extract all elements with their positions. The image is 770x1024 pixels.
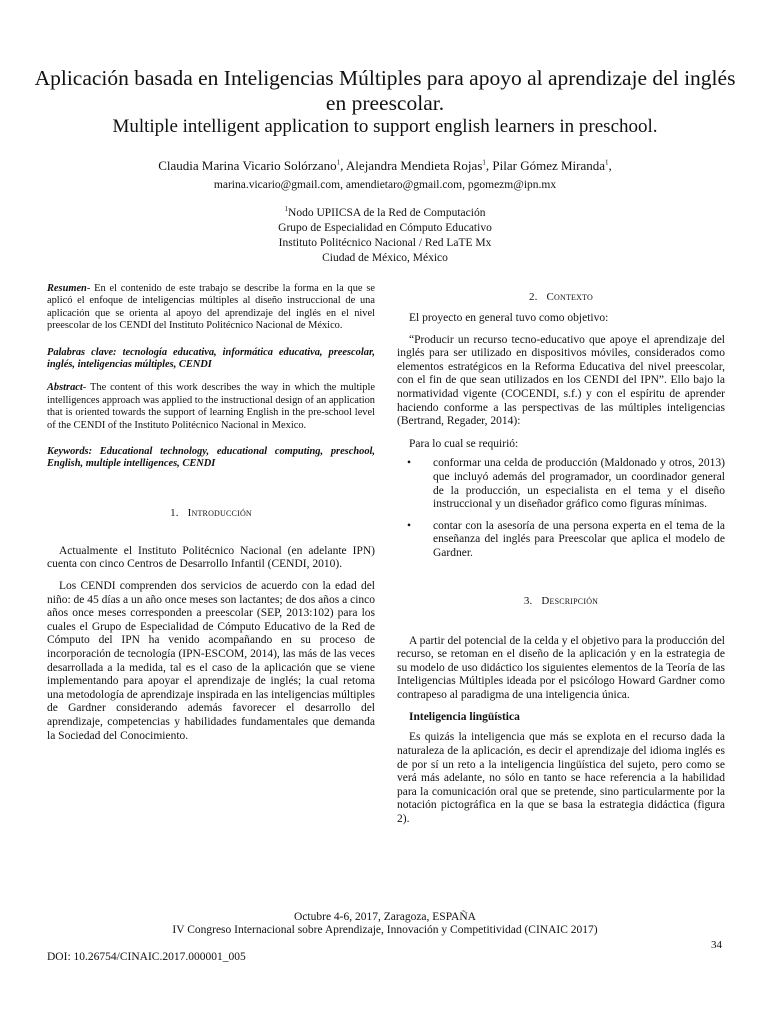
- affiliation-line-2: Grupo de Especialidad en Cómputo Educativo: [278, 222, 492, 234]
- affiliation-line-4: Ciudad de México, México: [322, 252, 448, 264]
- requirements-list: [397, 457, 725, 560]
- descripcion-paragraph-2: Es quizás la inteligencia que más se explota en el recurso dada la naturaleza de la aplicación, es decir el aprendizaje del idioma inglés es de por sí un reto a la inteligencia lingüística del sujeto, pero como se verá más adelante, no sólo en tanto se hace referencia a la habilidad para la comunicación oral que se pretende, sino particularmente por la notación pictográfica en la que se basa la estrategia didáctica (figura 2).: [397, 731, 725, 826]
- right-column: [397, 283, 725, 827]
- palabras-clave: Palabras clave: tecnología educativa, informática educativa, preescolar, inglés, inteligencias múltiples, CENDI: [47, 346, 376, 371]
- contexto-quote: “Producir un recurso tecno-educativo que apoye el aprendizaje del inglés para ser utilizado en dispositivos móviles, considerados como elementos estratégicos en la Reforma Educativa del nivel preescolar, con el fin de que sean utilizados en los CENDI del IPN”. Ello bajo la normatividad vigente (COCENDI, s.f.) y con el espíritu de aprender haciendo conforme a las perspectivas de las múltiples inteligencias (Bertrand, Regader, 2014):: [397, 333, 725, 428]
- section-heading-introduccion: 1. Introducción: [170, 506, 252, 519]
- resumen: Resumen- En el contenido de este trabajo se describe la forma en la que se aplicó el enfoque de inteligencias múltiples al diseño instruccional de una aplicación que se orienta al apoyo del aprendizaje del inglés en el nivel preescolar de los CENDI del Instituto Politécnico Nacional de México.: [47, 283, 375, 332]
- contexto-paragraph-1: El proyecto en general tuvo como objetivo:: [409, 312, 609, 324]
- author-2: Alejandra Mendieta Rojas: [345, 158, 483, 173]
- descripcion-paragraph-1: A partir del potencial de la celda y el objetivo para la producción del recurso, se retoman en el diseño de la aplicación y en la estrategia de su modelo de uso didáctico los siguientes elementos de la Teoría de las Inteligencias Múltiples ideada por el psicólogo Howard Gardner como contrapeso al paradigma de una inteligencia única.: [397, 634, 725, 701]
- subheading-inteligencia-linguistica: Inteligencia lingüística: [409, 711, 520, 724]
- author-3: Pilar Gómez Miranda: [492, 158, 606, 173]
- intro-paragraph-1: Actualmente el Instituto Politécnico Nacional (en adelante IPN) cuenta con cinco Centros de Desarrollo Infantil (CENDI, 2010).: [47, 544, 375, 571]
- doi: DOI: 10.26754/CINAIC.2017.000001_005: [47, 951, 246, 963]
- footer-conference: IV Congreso Internacional sobre Aprendizaje, Innovación y Competitividad (CINAIC 2017): [172, 924, 598, 936]
- affiliation-line-3: Instituto Politécnico Nacional / Red LaTE Mx: [278, 237, 492, 249]
- affiliation-line-1: Nodo UPIICSA de la Red de Computación: [288, 207, 486, 219]
- affiliation: $^1$Nodo UPIICSA de la Red de Computación Grupo de Especialidad en Cómputo Educativo Instituto Politécnico Nacional / Red LaTE Mx Ciudad de México, México: [30, 206, 740, 266]
- left-column: [47, 283, 375, 743]
- contexto-paragraph-3: Para lo cual se requirió:: [409, 437, 519, 450]
- footer-date: Octubre 4-6, 2017, Zaragoza, ESPAÑA: [294, 911, 476, 923]
- author-emails: marina.vicario@gmail.com, amendietaro@gmail.com, pgomezm@ipn.mx: [213, 179, 557, 191]
- author-1: Claudia Marina Vicario Solórzano: [158, 158, 337, 173]
- list-item: • contar con la asesoría de una persona experta en el tema de la enseñanza del inglés para Preescolar que aplica el modelo de Gardner.: [407, 519, 725, 559]
- section-heading-contexto: 2. Contexto: [528, 291, 594, 303]
- keywords: Keywords: Educational technology, educational computing, preschool, English, multiple intelligences, CENDI: [47, 446, 375, 470]
- paper-title: Aplicación basada en Inteligencias Múltiples para apoyo al aprendizaje del inglés en preescolar.: [34, 66, 736, 115]
- paper-title-english: Multiple intelligent application to support english learners in preschool.: [112, 116, 658, 137]
- intro-paragraph-2: Los CENDI comprenden dos servicios de acuerdo con la edad del niño: de 45 días a un año once meses son lactantes; de dos años a cinco años once meses corresponden a preescolar (SEP, 2013:102) para los cuales el Grupo de Especialidad de Cómputo Educativo de la Red de Cómputo del IPN ha venido acompañando en su proceso de incorporación de tecnología (IPN-ESCOM, 2014), las más de las veces desarrollada a la medida, tal es el caso de la aplicación que se viene implementando para apoyar el aprendizaje de inglés; la cual retoma una metodología de aprendizaje inspirada en las inteligencias múltiples de Gardner considerando además favorecer el desarrollo del aprendizaje, competencias y habilidades fundamentales que demanda la Sociedad del Conocimiento.: [47, 580, 375, 742]
- author-list: Claudia Marina Vicario Solórzano$^1$, Alejandra Mendieta Rojas$^1$, Pilar Gómez Miranda$^1$,: [158, 158, 612, 173]
- section-heading-descripcion: 3. Descripción: [523, 594, 599, 607]
- page-number: 34: [711, 939, 722, 951]
- abstract: Abstract- The content of this work describes the way in which the multiple intelligences approach was applied to the instructional design of an application that is oriented towards the support of learning English in the pre-school level of the CENDI of the Instituto Politécnico Nacional in Mexico.: [47, 382, 375, 431]
- list-item: • conformar una celda de producción (Maldonado y otros, 2013) que incluyó además del programador, un coordinador general de la producción, un especialista en el tema y el diseño instruccional y un diseñador gráfico como figuras mínimas.: [407, 457, 725, 511]
